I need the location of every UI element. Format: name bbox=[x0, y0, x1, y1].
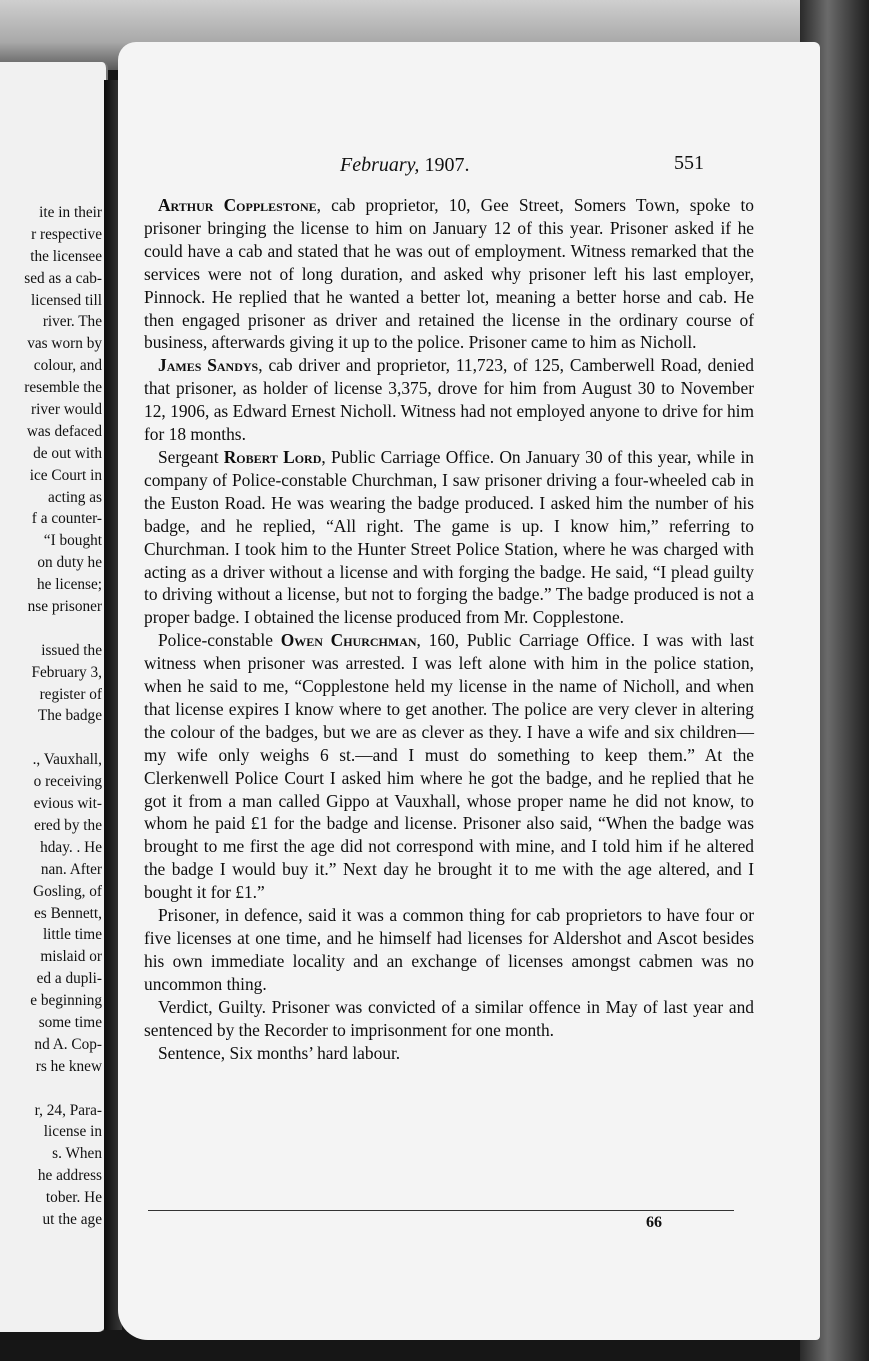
left-page-line: ite in their bbox=[39, 204, 102, 221]
left-page-line: nse prisoner bbox=[27, 598, 102, 616]
left-page-line: Gosling, of bbox=[33, 882, 102, 900]
paragraph-text: , cab driver and proprietor, 11,723, of 125, Camberwell Road, denied that prisoner, as holder of license 3,375, drove for him from August 30 to November 12, 1906, as Edward Ernest Nicholl. Witness had not employed anyone to drive for him for 18 months. bbox=[144, 355, 754, 445]
left-page-line: nd A. Cop- bbox=[34, 1035, 102, 1053]
witness-name: Arthur Copplestone bbox=[158, 195, 317, 215]
witness-title: Police-constable bbox=[158, 630, 281, 651]
paragraph-verdict: Verdict, Guilty. Prisoner was convicted of a similar offence in May of last year and sentenced by the Recorder to imprisonment for one month. bbox=[144, 996, 754, 1040]
paragraph-text: , Public Carriage Office. On January 30 of this year, while in company of Police-constable Churchman, I saw prisoner driving a four-wheeled cab in the Euston Road. He was wearing the badge produced. I asked him the number of his badge, and he replied, “All right. The game is up. I know him,” referring to Churchman. I took him to the Hunter Street Police Station, where he was charged with acting as a driver without a license and with forging the badge. He said, “I plead guilty to driving without a license, but not to forging the badge.” The badge produced is not a proper badge. I obtained the license produced from Mr. Copplestone. bbox=[144, 446, 754, 628]
left-page-line: r respective bbox=[31, 225, 102, 243]
paragraph-sandys bbox=[144, 354, 754, 446]
left-page-line bbox=[24, 1078, 102, 1100]
left-page-line: ed a dupli- bbox=[36, 970, 102, 988]
left-page-line: acting as bbox=[48, 488, 102, 506]
left-page-line: hday. . He bbox=[40, 838, 102, 856]
right-page bbox=[118, 42, 820, 1340]
witness-name: Owen Churchman bbox=[280, 630, 417, 651]
left-page-line: the licensee bbox=[30, 247, 102, 265]
paragraph-text: , 160, Public Carriage Office. I was with last witness when prisoner was arrested. I was left alone with him in the police station, when he said to me, “Copplestone held my license in the name of Nicholl, and when that license expires I know where to get another. The police are very clever in altering the colour of the badges, but we are as clever as they. I have a wife and six children—my wife only weighs 6 st.—and I must do something to keep them.” At the Clerkenwell Police Court I asked him where he got the badge, and he replied that he got it from a man called Gippo at Vauxhall, whose proper name he did not know, to whom he paid £1 for the badge and license. Prisoner also said, “When the badge was brought to me first the age did not correspond with mine, and I told him if he altered the badge I would buy it.” Next day he brought it to me with the age altered, and I bought it for £1.” bbox=[144, 630, 754, 903]
paragraph-sentence: Sentence, Six months’ hard labour. bbox=[158, 1042, 401, 1063]
left-page-line: ice Court in bbox=[29, 466, 102, 484]
left-page-line: licensed till bbox=[31, 291, 102, 309]
left-page-line: ., Vauxhall, bbox=[32, 751, 102, 769]
left-page-line: colour, and bbox=[33, 357, 102, 375]
left-page-line: mislaid or bbox=[40, 948, 102, 966]
left-page-line: resemble the bbox=[24, 379, 102, 397]
witness-name: Robert Lord bbox=[223, 446, 322, 467]
left-page-line bbox=[24, 727, 102, 749]
left-page-line: vas worn by bbox=[27, 335, 102, 353]
left-page-line: s. When bbox=[52, 1145, 102, 1163]
left-page-line: river would bbox=[31, 401, 102, 419]
page-body bbox=[144, 194, 754, 1064]
left-page-line: f a counter- bbox=[31, 510, 102, 528]
left-page-line: rs he knew bbox=[35, 1057, 102, 1075]
left-page-line: he license; bbox=[37, 576, 102, 594]
left-page-text bbox=[24, 202, 102, 1231]
page-number: 551 bbox=[674, 152, 704, 174]
left-page-line: o receiving bbox=[33, 773, 102, 791]
left-page bbox=[0, 62, 108, 1332]
paragraph-churchman bbox=[144, 629, 754, 904]
paragraph-copplestone bbox=[144, 194, 754, 354]
witness-title: Sergeant bbox=[158, 446, 224, 467]
left-page-line: little time bbox=[42, 926, 102, 944]
left-page-line: on duty he bbox=[37, 554, 102, 572]
left-page-line: e beginning bbox=[30, 992, 102, 1010]
left-page-line: license in bbox=[43, 1123, 102, 1141]
left-page-line: “I bought bbox=[43, 532, 102, 550]
left-page-line: es Bennett, bbox=[34, 904, 102, 922]
signature-mark: 66 bbox=[646, 1214, 662, 1231]
paragraph-lord bbox=[144, 446, 754, 629]
left-page-line: river. The bbox=[42, 313, 102, 331]
left-page-line: tober. He bbox=[45, 1189, 102, 1207]
running-head bbox=[340, 154, 469, 177]
running-head-month: February, bbox=[340, 154, 420, 176]
left-page-line: February 3, bbox=[31, 663, 102, 681]
paragraph-text: , cab proprietor, 10, Gee Street, Somers Town, spoke to prisoner bringing the license to him on January 12 of this year. Prisoner asked if he could have a cab and stated that he was out of employment. Witness remarked that the services were not of long duration, and asked why prisoner left his last employer, Pinnock. He replied that he wanted a better lot, meaning a better horse and cab. He then engaged prisoner as driver and retained the license in the ordinary course of business, afterwards giving it up to the police. Prisoner came to him as Nicholl. bbox=[144, 195, 754, 353]
left-page-line: nan. After bbox=[40, 860, 102, 878]
left-page-line: was defaced bbox=[26, 422, 102, 440]
left-page-line: some time bbox=[38, 1013, 102, 1031]
left-page-line: The badge bbox=[37, 707, 102, 725]
left-page-line: evious wit- bbox=[33, 795, 102, 813]
left-page-line bbox=[24, 618, 102, 640]
left-page-line: sed as a cab- bbox=[24, 269, 102, 287]
left-page-line: issued the bbox=[41, 641, 102, 659]
paragraph-defence: Prisoner, in defence, said it was a common thing for cab proprietors to have four or five licenses at one time, and he himself had licenses for Aldershot and Ascot besides his own immediate locality and an exchange of licenses amongst cabmen was no uncommon thing. bbox=[144, 905, 754, 994]
witness-name: James Sandys bbox=[158, 355, 259, 376]
left-page-line: ut the age bbox=[42, 1210, 102, 1228]
left-page-line: de out with bbox=[33, 444, 102, 462]
running-head-year: 1907. bbox=[424, 154, 470, 176]
left-page-line: ered by the bbox=[34, 816, 102, 834]
left-page-line: r, 24, Para- bbox=[34, 1101, 102, 1119]
left-page-line: he address bbox=[37, 1167, 102, 1185]
left-page-line: register of bbox=[39, 685, 102, 703]
footer-rule bbox=[148, 1210, 734, 1211]
